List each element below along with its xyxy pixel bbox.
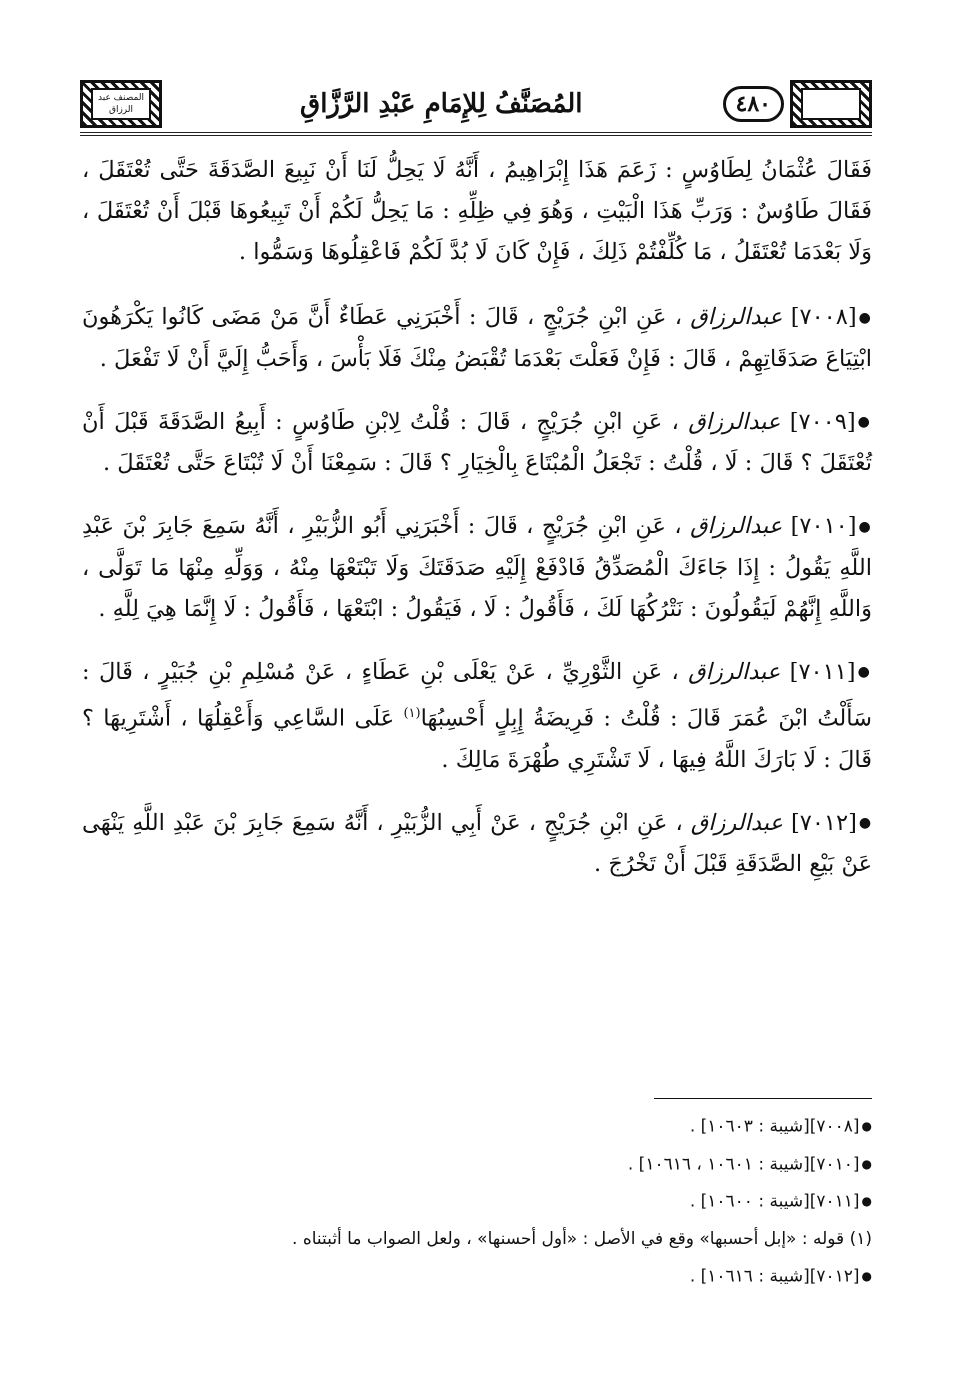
hadith-number: [٧٠٠٨] — [790, 304, 857, 330]
narrator-name: عبدالرزاق — [690, 513, 783, 539]
footnote-text: [٧٠٠٨][شيبة : ١٠٦٠٣] . — [689, 1116, 860, 1137]
hadith-7008 — [82, 297, 872, 380]
bullet-icon: ● — [861, 1268, 872, 1283]
hadith-number: [٧٠١٢] — [790, 809, 857, 836]
hadith-text-after: عَلَى السَّاعِي وَأَعْقِلُهَا ، أَشْتَرِيهَا ؟ قَالَ : لَا بَارَكَ اللَّهُ فِيهَا ، لَا تَشْتَرِي طُهْرَةَ مَالِكَ . — [82, 705, 872, 773]
bullet-icon: ● — [857, 414, 873, 430]
footnote-divider — [654, 1098, 872, 1099]
footnote-item — [82, 1261, 872, 1293]
hadith-number: [٧٠١١] — [789, 658, 856, 685]
page-number-box — [723, 80, 872, 128]
hadith-text: ، عَنِ ابْنِ جُرَيْجٍ ، قَالَ : قُلْتُ لِابْنِ طَاوُسٍ : أَبِيعُ الصَّدَقَةَ قَبْلَ أَنْ تُعْتَقَلَ ؟ قَالَ : لَا ، قُلْتُ : تَجْعَلُ الْمُبْتَاعَ بِالْخِيَارِ ؟ قَالَ : سَمِعْنَا أَنْ لَا تُبْتَاعَ حَتَّى تُعْتَقَلَ . — [82, 408, 872, 476]
bullet-icon: ● — [858, 309, 872, 326]
footnote-text: (١) قوله : «إبل أحسبها» وقع في الأصل : «أول أحسنها» ، ولعل الصواب ما أثبتناه . — [292, 1228, 872, 1249]
hadith-text: ، عَنِ ابْنِ جُرَيْجٍ ، عَنْ أَبِي الزُّبَيْرِ ، أَنَّهُ سَمِعَ جَابِرَ بْنَ عَبْدِ اللَّهِ يَنْهَى عَنْ بَيْعِ الصَّدَقَةِ قَبْلَ أَنْ تَخْرُجَ . — [82, 809, 872, 877]
footnote-text: [٧٠١٠][شيبة : ١٠٦٠١ ، ١٠٦١٦] . — [627, 1154, 860, 1174]
footnotes — [82, 1098, 872, 1298]
hadith-text: ، عَنِ ابْنِ جُرَيْجٍ ، قَالَ : أَخْبَرَنِي عَطَاءٌ أَنَّ مَنْ مَضَى كَانُوا يَكْرَهُونَ ابْتِيَاعَ صَدَقَاتِهِمْ ، قَالَ : فَإِنْ فَعَلْتَ بَعْدَمَا تُقْبَضُ مِنْكَ فَلَا بَأْسَ ، وَأَحَبُّ إِلَيَّ أَنْ لَا تَفْعَلَ . — [82, 304, 872, 372]
footnote-item — [82, 1186, 872, 1218]
narrator-name: عبدالرزاق — [688, 658, 781, 685]
bullet-icon: ● — [861, 1119, 872, 1133]
hadith-number: [٧٠٠٩] — [789, 408, 856, 435]
book-emblem-icon — [80, 80, 162, 128]
footnote-ref[interactable]: (١) — [403, 706, 421, 721]
narrator-name: عبدالرزاق — [690, 809, 783, 836]
hadith-number: [٧٠١٠] — [790, 513, 857, 539]
main-text — [82, 150, 872, 907]
bullet-icon: ● — [858, 815, 873, 831]
page-title: المُصَنَّفُ لِلإِمَامِ عَبْدِ الرَّزَّاقِ — [300, 89, 583, 119]
ornament-right-icon — [790, 80, 872, 128]
footnote-item — [82, 1111, 872, 1143]
bullet-icon: ● — [857, 664, 873, 680]
page-header — [80, 76, 872, 136]
intro-paragraph: فَقَالَ عُثْمَانُ لِطَاوُسٍ : زَعَمَ هَذَا إِبْرَاهِيمُ ، أَنَّهُ لَا يَحِلُّ لَنَا أَنْ نَبِيعَ الصَّدَقَةَ حَتَّى تُعْتَقَلَ ، فَقَالَ طَاوُسٌ : وَرَبِّ هَذَا الْبَيْتِ ، وَهُوَ فِي ظِلِّهِ : مَا يَحِلُّ لَكُمْ أَنْ تَبِيعُوهَا قَبْلَ أَنْ تُعْتَقَلَ ، وَلَا بَعْدَمَا تُعْتَقَلُ ، مَا كُلِّفْتُمْ ذَلِكَ ، فَإِنْ كَانَ لَا بُدَّ لَكُمْ فَاعْقِلُوهَا وَسَمُّوا . — [82, 157, 872, 265]
bullet-icon: ● — [858, 518, 873, 535]
bullet-icon: ● — [861, 1156, 872, 1171]
hadith-7010 — [82, 506, 872, 630]
hadith-text: ، عَنِ الثَّوْرِيِّ ، عَنْ يَعْلَى بْنِ عَطَاءٍ ، عَنْ مُسْلِمِ بْنِ جُبَيْرٍ ، قَالَ : سَأَلْتُ ابْنَ عُمَرَ قَالَ : قُلْتُ : فَرِيضَةُ إِبِلٍ أَحْسِبُهَا — [82, 658, 872, 732]
hadith-7011 — [82, 652, 872, 781]
book-emblem-text: المصنف عبد الرزاق — [91, 88, 151, 120]
ornament-right-inner — [801, 88, 861, 120]
narrator-name: عبدالرزاق — [690, 304, 783, 330]
hadith-7009 — [82, 402, 872, 485]
footnote-item — [82, 1149, 872, 1181]
page-number: ٤٨٠ — [723, 86, 784, 122]
hadith-7012 — [82, 803, 872, 886]
bullet-icon: ● — [861, 1194, 872, 1208]
hadith-text: ، عَنِ ابْنِ جُرَيْجٍ ، قَالَ : أَخْبَرَنِي أَبُو الزُّبَيْرِ ، أَنَّهُ سَمِعَ جَابِرَ بْنَ عَبْدِ اللَّهِ يَقُولُ : إِذَا جَاءَكَ الْمُصَدِّقُ فَادْفَعْ إِلَيْهِ صَدَقَتَكَ وَلَا تَبْتَعْهَا مِنْهُ ، وَوَلِّهِ مِنْهَا مَا تَوَلَّى ، وَاللَّهِ إِنَّهُمْ لَيَقُولُونَ : نَتْرُكُهَا لَكَ ، فَأَقُولُ : لَا ، فَيَقُولُ : ابْتَعْهَا ، فَأَقُولُ : لَا إِنَّمَا هِيَ لِلَّهِ . — [82, 513, 872, 622]
footnote-text: [٧٠١٢][شيبة : ١٠٦١٦] . — [689, 1266, 860, 1286]
footnote-item — [82, 1224, 872, 1255]
narrator-name: عبدالرزاق — [688, 408, 781, 435]
footnote-text: [٧٠١١][شيبة : ١٠٦٠٠] . — [689, 1191, 860, 1212]
